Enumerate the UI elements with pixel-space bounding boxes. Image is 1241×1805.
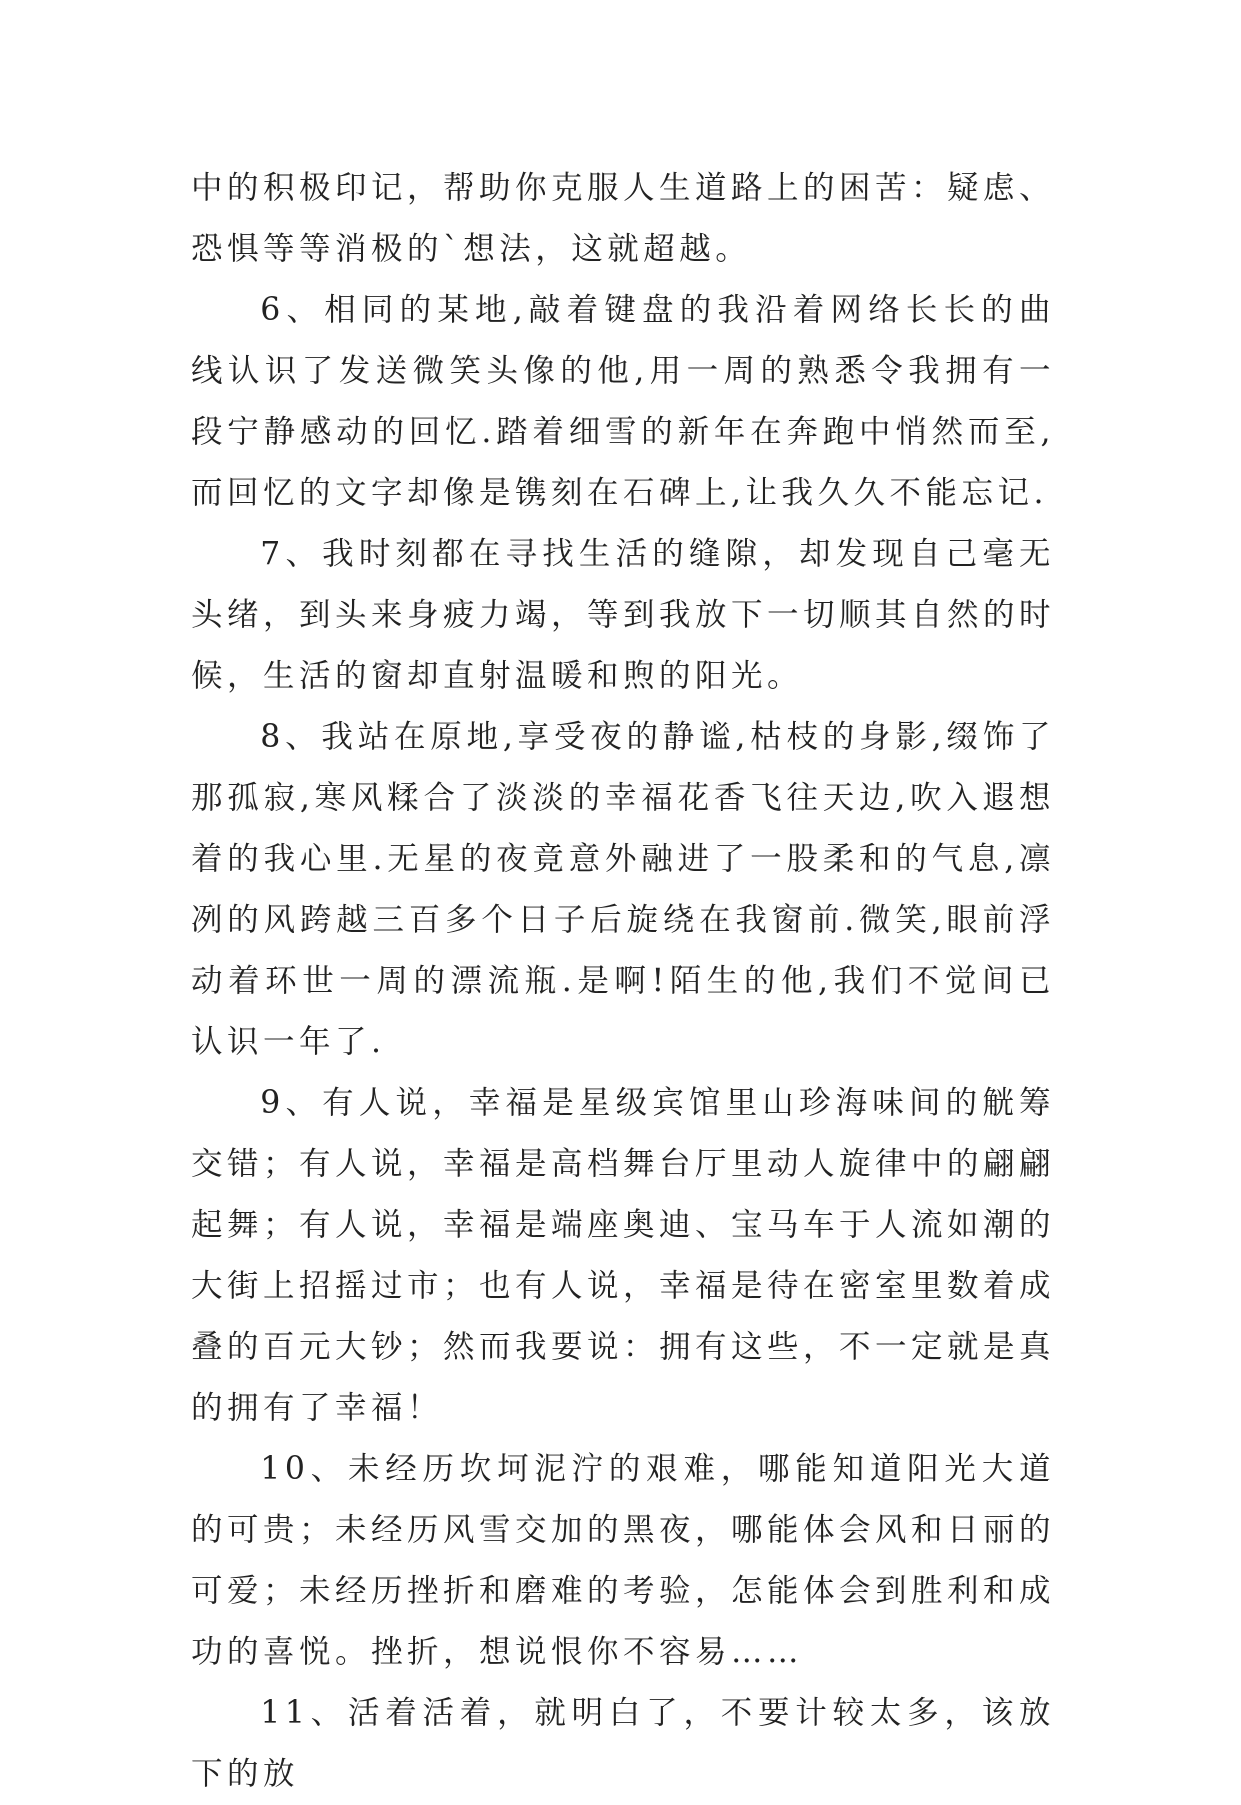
paragraph-6: 6、相同的某地,敲着键盘的我沿着网络长长的曲线认识了发送微笑头像的他,用一周的熟悉令我拥有一段宁静感动的回忆.踏着细雪的新年在奔跑中悄然而至,而回忆的文字却像是镌刻在石碑上,让我久久不能忘记. xyxy=(191,292,1055,511)
paragraph-11: 11、活着活着，就明白了，不要计较太多，该放下的放 xyxy=(191,1695,1055,1792)
paragraph-5-continuation: 中的积极印记，帮助你克服人生道路上的困苦：疑虑、恐惧等等消极的`想法，这就超越。 xyxy=(191,170,1056,267)
paragraph-9: 9、有人说，幸福是星级宾馆里山珍海味间的觥筹交错；有人说，幸福是高档舞台厅里动人旋律中的翩翩起舞；有人说，幸福是端座奥迪、宝马车于人流如潮的大街上招摇过市；也有人说，幸福是待在密室里数着成叠的百元大钞；然而我要说：拥有这些，不一定就是真的拥有了幸福！ xyxy=(191,1085,1056,1426)
document-body xyxy=(191,158,1055,1805)
paragraph-10: 10、未经历坎坷泥泞的艰难，哪能知道阳光大道的可贵；未经历风雪交加的黑夜，哪能体会风和日丽的可爱；未经历挫折和磨难的考验，怎能体会到胜利和成功的喜悦。挫折，想说恨你不容易…… xyxy=(191,1451,1056,1670)
paragraph-7: 7、我时刻都在寻找生活的缝隙，却发现自己毫无头绪，到头来身疲力竭，等到我放下一切顺其自然的时候，生活的窗却直射温暖和煦的阳光。 xyxy=(191,536,1056,694)
paragraph-8: 8、我站在原地,享受夜的静谧,枯枝的身影,缀饰了那孤寂,寒风糅合了淡淡的幸福花香飞往天边,吹入遐想着的我心里.无星的夜竟意外融进了一股柔和的气息,凛冽的风跨越三百多个日子后旋绕在我窗前.微笑,眼前浮动着环世一周的漂流瓶.是啊!陌生的他,我们不觉间已认识一年了. xyxy=(191,719,1055,1060)
